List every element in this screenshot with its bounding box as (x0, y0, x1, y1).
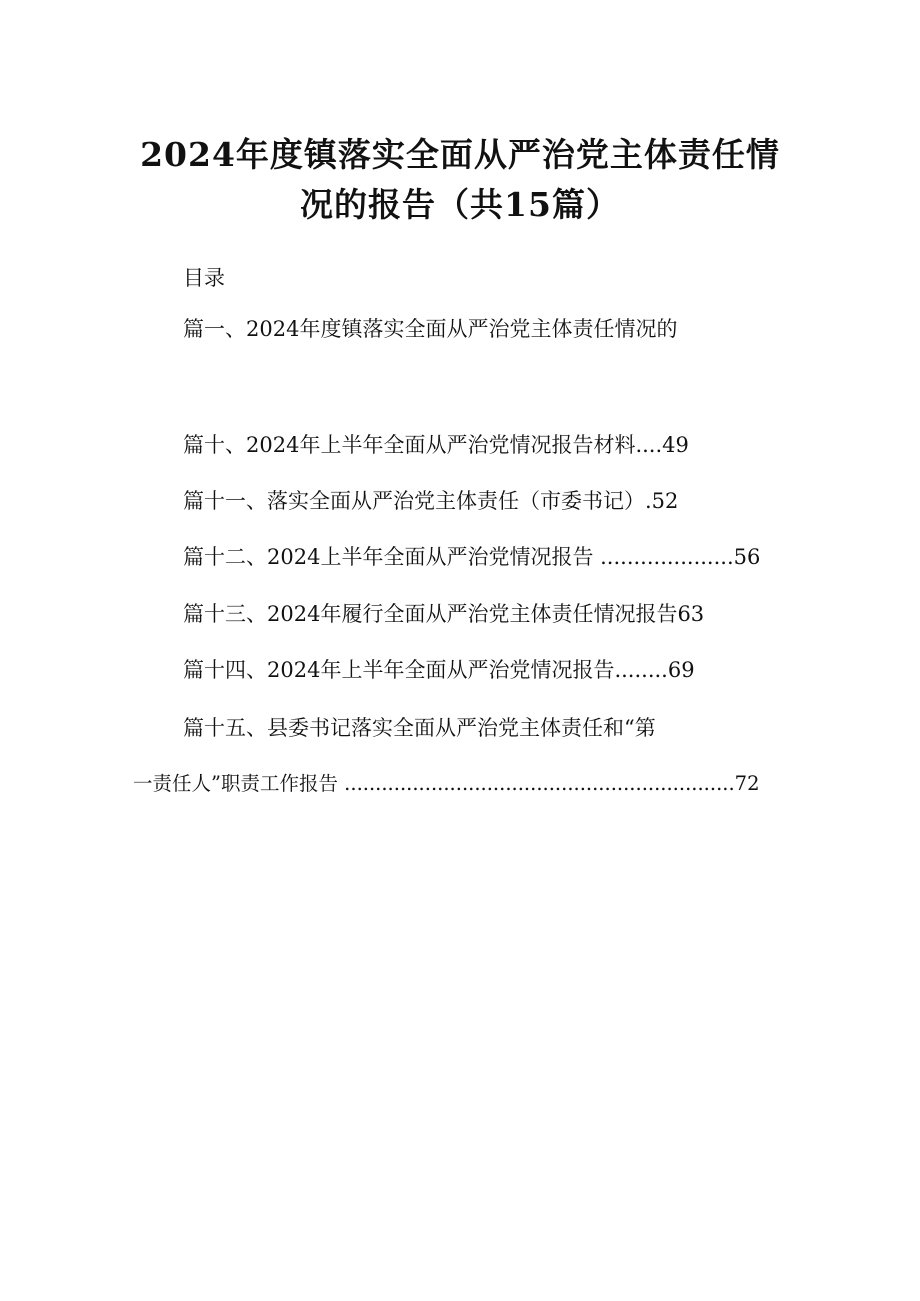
document-title-line-1: 2024年度镇落实全面从严治党主体责任情 (140, 135, 780, 174)
document-title-line-2: 况的报告（共15篇） (300, 185, 620, 224)
toc-entry-12[interactable]: 篇十二、2024上半年全面从严治党情况报告 ....................56 (183, 545, 761, 569)
toc-entry-15-continuation[interactable]: 一责任人”职责工作报告 ...............................................................72 (133, 772, 760, 795)
toc-entry-14[interactable]: 篇十四、2024年上半年全面从严治党情况报告........69 (183, 658, 695, 682)
toc-entry-13[interactable]: 篇十三、2024年履行全面从严治党主体责任情况报告63 (183, 602, 705, 626)
toc-heading: 目录 (183, 266, 225, 290)
toc-entry-10[interactable]: 篇十、2024年上半年全面从严治党情况报告材料....49 (183, 433, 689, 457)
toc-entry-11[interactable]: 篇十一、落实全面从严治党主体责任（市委书记）.52 (183, 489, 679, 513)
toc-entry-15[interactable]: 篇十五、县委书记落实全面从严治党主体责任和“第 (183, 716, 656, 740)
toc-entry-1[interactable]: 篇一、2024年度镇落实全面从严治党主体责任情况的 (183, 317, 678, 341)
